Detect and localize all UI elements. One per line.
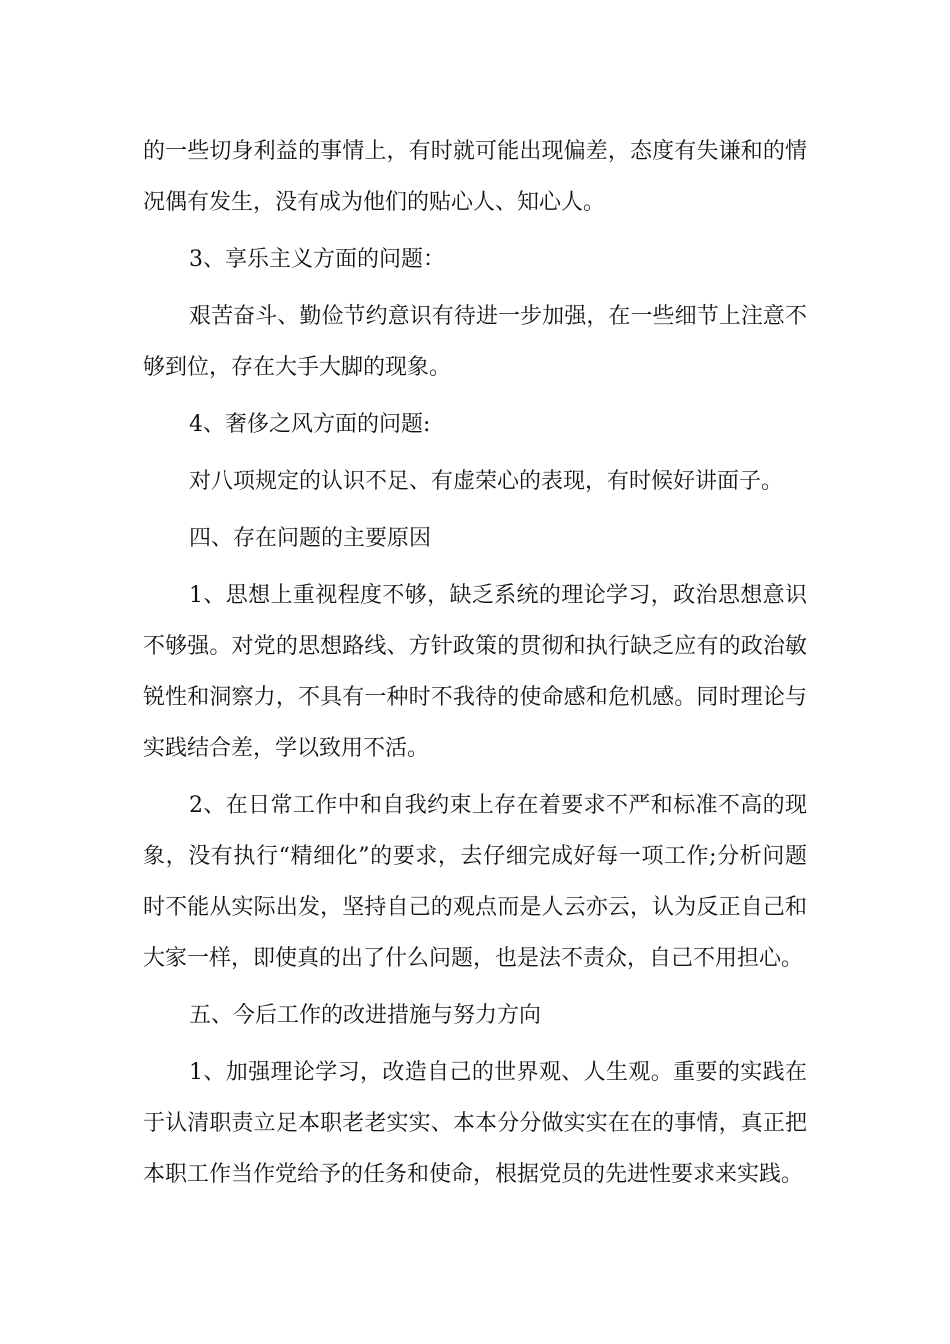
subheading-extravagance-issues: 4、奢侈之风方面的问题:: [189, 412, 431, 437]
paragraph-hedonism-detail: 艰苦奋斗、勤俭节约意识有待进一步加强，在一些细节上注意不够到位，存在大手大脚的现象。: [143, 304, 807, 380]
paragraph-cause-2: 2、在日常工作中和自我约束上存在着要求不严和标准不高的现象，没有执行“精细化”的要求，去仔细完成好每一项工作;分析问题时不能从实际出发，坚持自己的观点而是人云亦云，认为反正自己和大家一样，即使真的出了什么问题，也是法不责众，自己不用担心。: [143, 793, 807, 971]
subheading-hedonism-issues: 3、享乐主义方面的问题：: [189, 247, 445, 272]
paragraph-measure-1: 1、加强理论学习，改造自己的世界观、人生观。重要的实践在于认清职责立足本职老老实实、本本分分做实实在在的事情，真正把本职工作当作党给予的任务和使命，根据党员的先进性要求来实践。: [143, 1060, 807, 1187]
section-heading-improvement-measures: 五、今后工作的改进措施与努力方向: [189, 1003, 542, 1028]
paragraph-cause-1: 1、思想上重视程度不够，缺乏系统的理论学习，政治思想意识不够强。对党的思想路线、方针政策的贯彻和执行缺乏应有的政治敏锐性和洞察力，不具有一种时不我待的使命感和危机感。同时理论与实践结合差，学以致用不活。: [143, 583, 807, 761]
section-heading-main-causes: 四、存在问题的主要原因: [189, 526, 432, 551]
paragraph-extravagance-detail: 对八项规定的认识不足、有虚荣心的表现，有时候好讲面子。: [189, 469, 784, 494]
document-body: [143, 126, 807, 1200]
paragraph-continued: 的一些切身利益的事情上，有时就可能出现偏差，态度有失谦和的情况偶有发生，没有成为他们的贴心人、知心人。: [143, 139, 807, 215]
